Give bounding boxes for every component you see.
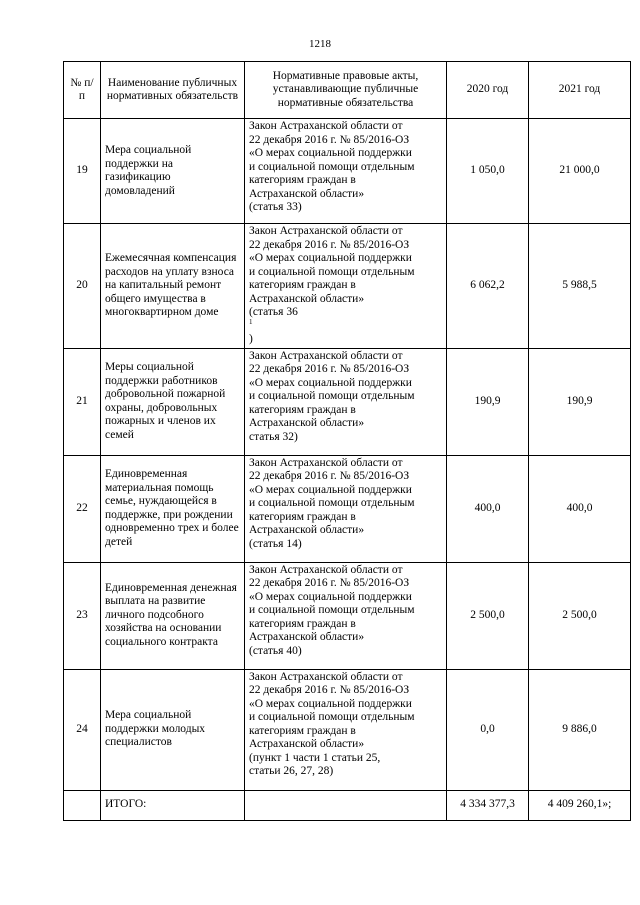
legal-act: Закон Астраханской области от 22 декабря 2016 г. № 85/2016-ОЗ «О мерах социальной поддержки и социальной помощи отдельным категориям граждан в Астраханской области» (пункт 1 части 1 статьи 25, статьи 26, 27, 28) <box>245 669 447 790</box>
amount-2020: 190,9 <box>447 348 529 455</box>
obligation-name: Мера социальной поддержки на газификацию домовладений <box>101 119 245 224</box>
amount-2021: 5 988,5 <box>529 224 631 349</box>
row-number: 19 <box>64 119 101 224</box>
table-row <box>64 119 631 224</box>
total-number-cell <box>64 790 101 820</box>
table-row <box>64 224 631 349</box>
header-number: № п/п <box>64 62 101 119</box>
total-row <box>64 790 631 820</box>
total-2020: 4 334 377,3 <box>447 790 529 820</box>
amount-2021: 400,0 <box>529 455 631 562</box>
row-number: 22 <box>64 455 101 562</box>
header-2020: 2020 год <box>447 62 529 119</box>
table-row <box>64 455 631 562</box>
amount-2020: 6 062,2 <box>447 224 529 349</box>
header-2021: 2021 год <box>529 62 631 119</box>
legal-act: Закон Астраханской области от 22 декабря 2016 г. № 85/2016-ОЗ «О мерах социальной поддержки и социальной помощи отдельным категориям граждан в Астраханской области» (статья 14) <box>245 455 447 562</box>
total-label: ИТОГО: <box>101 790 245 820</box>
row-number: 24 <box>64 669 101 790</box>
row-number: 20 <box>64 224 101 349</box>
table-row <box>64 669 631 790</box>
obligation-name: Меры социальной поддержки работников добровольной пожарной охраны, добровольных пожарных и членов их семей <box>101 348 245 455</box>
total-2021: 4 409 260,1»; <box>529 790 631 820</box>
amount-2021: 190,9 <box>529 348 631 455</box>
legal-act: Закон Астраханской области от 22 декабря 2016 г. № 85/2016-ОЗ «О мерах социальной поддержки и социальной помощи отдельным категориям граждан в Астраханской области» (статья 33) <box>245 119 447 224</box>
amount-2021: 9 886,0 <box>529 669 631 790</box>
legal-act: Закон Астраханской области от 22 декабря 2016 г. № 85/2016-ОЗ «О мерах социальной поддержки и социальной помощи отдельным категориям граждан в Астраханской области» статья 32) <box>245 348 447 455</box>
legal-act: Закон Астраханской области от 22 декабря 2016 г. № 85/2016-ОЗ «О мерах социальной поддержки и социальной помощи отдельным категориям граждан в Астраханской области» (статья 40) <box>245 562 447 669</box>
amount-2020: 400,0 <box>447 455 529 562</box>
table-row <box>64 562 631 669</box>
amount-2020: 2 500,0 <box>447 562 529 669</box>
obligations-table <box>63 61 631 821</box>
table-row <box>64 348 631 455</box>
amount-2020: 0,0 <box>447 669 529 790</box>
amount-2020: 1 050,0 <box>447 119 529 224</box>
table-header-row <box>64 62 631 119</box>
obligation-name: Единовременная материальная помощь семье, нуждающейся в поддержке, при рождении одновременно трех и более детей <box>101 455 245 562</box>
row-number: 21 <box>64 348 101 455</box>
legal-act: Закон Астраханской области от 22 декабря 2016 г. № 85/2016-ОЗ «О мерах социальной поддержки и социальной помощи отдельным категориям граждан в Астраханской области» (статья 36 $^1$ ) <box>245 224 447 349</box>
total-act-cell <box>245 790 447 820</box>
obligation-name: Мера социальной поддержки молодых специалистов <box>101 669 245 790</box>
obligation-name: Ежемесячная компенсация расходов на уплату взноса на капитальный ремонт общего имущества в многоквартирном доме <box>101 224 245 349</box>
row-number: 23 <box>64 562 101 669</box>
amount-2021: 2 500,0 <box>529 562 631 669</box>
amount-2021: 21 000,0 <box>529 119 631 224</box>
obligation-name: Единовременная денежная выплата на развитие личного подсобного хозяйства на основании социального контракта <box>101 562 245 669</box>
page-number: 1218 <box>309 38 331 50</box>
header-act: Нормативные правовые акты, устанавливающие публичные нормативные обязательства <box>245 62 447 119</box>
header-name: Наименование публичных нормативных обязательств <box>101 62 245 119</box>
